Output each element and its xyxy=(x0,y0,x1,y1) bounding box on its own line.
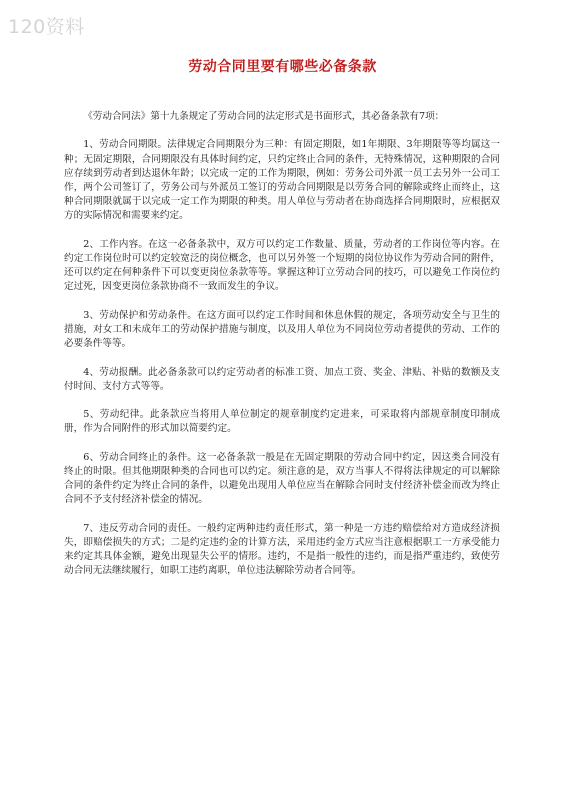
clause-paragraph-5: 5、劳动纪律。此条款应当将用人单位制定的规章制度约定进来，可采取将内部规章制度印制成册，作为合同附件的形式加以简要约定。 xyxy=(64,409,500,435)
clause-paragraph-3: 3、劳动保护和劳动条件。在这方面可以约定工作时间和休息休假的规定，各项劳动安全与卫生的措施，对女工和未成年工的劳动保护措施与制度，以及用人单位为不同岗位劳动者提供的劳动、工作的必要条件等等。 xyxy=(64,309,500,350)
document-body xyxy=(64,110,500,593)
intro-paragraph: 《劳动合同法》第十九条规定了劳动合同的法定形式是书面形式，其必备条款有7项： xyxy=(83,111,445,122)
clause-paragraph-7: 7、违反劳动合同的责任。一般约定两种违约责任形式，第一种是一方违约赔偿给对方造成经济损失，即赔偿损失的方式；二是约定违约金的计算方法，采用违约金方式应当注意根据职工一方承受能力来约定其具体金额，避免出现显失公平的情形。违约，不是指一般性的违约，而是指严重违约，致使劳动合同无法继续履行，如职工违约离职，单位违法解除劳动者合同等。 xyxy=(64,522,500,577)
page-title: 劳动合同里要有哪些必备条款 xyxy=(188,59,377,75)
clause-paragraph-6: 6、劳动合同终止的条件。这一必备条款一般是在无固定期限的劳动合同中约定，因这类合同没有终止的时限。但其他期限种类的合同也可以约定。须注意的是，双方当事人不得将法律规定的可以解除合同的条件约定为终止合同的条件，以避免出现用人单位应当在解除合同时支付经济补偿金而改为终止合同不予支付经济补偿金的情况。 xyxy=(64,451,500,506)
clause-paragraph-1: 1、劳动合同期限。法律规定合同期限分为三种：有固定期限，如1年期限、3年期限等等均属这一种；无固定期限，合同期限没有具体时间约定，只约定终止合同的条件，无特殊情况，这种期限的合同应存续到劳动者到达退休年龄；以完成一定的工作为期限，例如：劳务公司外派一员工去另外一公司工作，两个公司签订了，劳务公司与外派员工签订的劳动合同期限是以劳务合同的解除或终止而终止，这种合同期限就属于以完成一定工作为期限的种类。用人单位与劳动者在协商选择合同期限时，应根据双方的实际情况和需要来约定。 xyxy=(64,139,500,222)
clause-paragraph-2: 2、工作内容。在这一必备条款中，双方可以约定工作数量、质量，劳动者的工作岗位等内容。在约定工作岗位时可以约定较宽泛的岗位概念，也可以另外签一个短期的岗位协议作为劳动合同的附件，还可以约定在何种条件下可以变更岗位条款等等。掌握这种订立劳动合同的技巧，可以避免工作岗位约定过死，因变更岗位条款协商不一致而发生的争议。 xyxy=(64,238,500,293)
clause-paragraph-4: 4、劳动报酬。此必备条款可以约定劳动者的标准工资、加点工资、奖金、津贴、补贴的数额及支付时间、支付方式等等。 xyxy=(64,366,500,392)
watermark: 120资料 xyxy=(8,16,85,38)
